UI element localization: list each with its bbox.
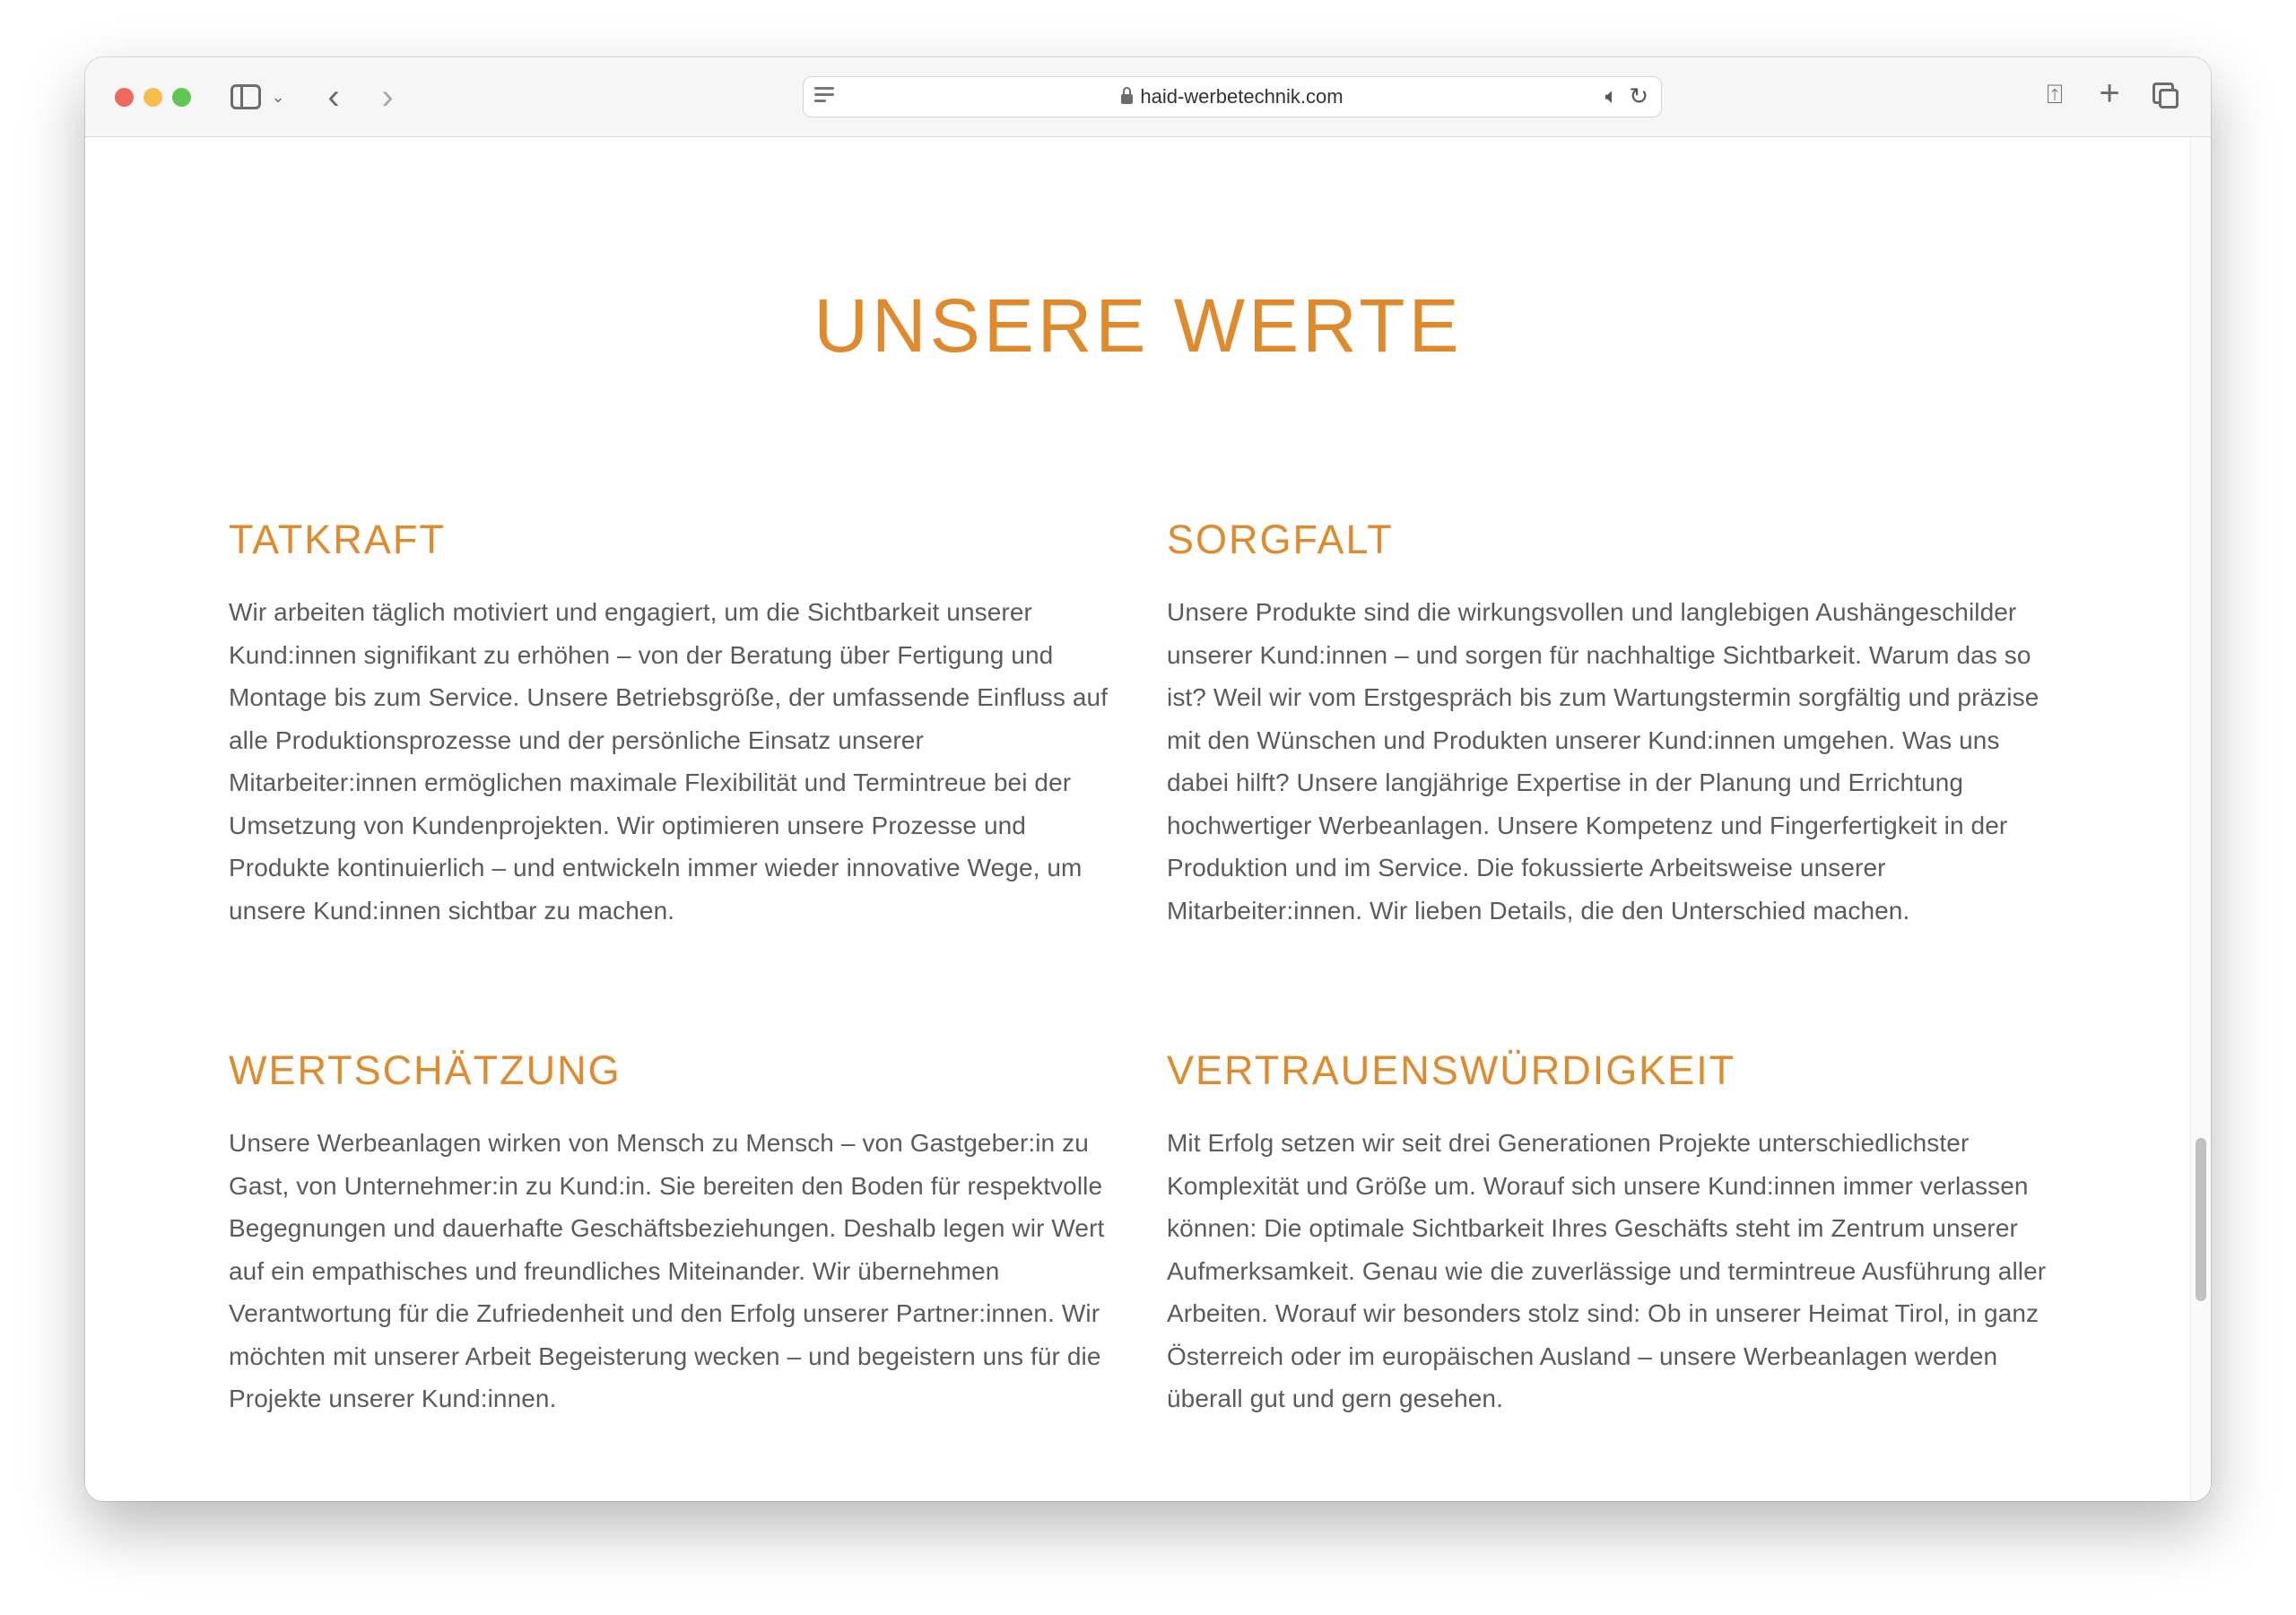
forward-icon[interactable]: › — [381, 77, 394, 117]
scrollbar[interactable] — [2190, 137, 2211, 1501]
value-text: Unsere Werbeanlagen wirken von Mensch zu Mensch – von Gastgeber:in zu Gast, von Unternehmer:in zu Kund:in. Sie bereiten den Boden für respektvolle Begegnungen und dauerhafte Geschäftsbeziehungen. Deshalb legen wir Wert auf ein empathisches und freundliches Miteinander. Wir übernehmen Verantwortung für die Zufriedenheit und den Erfolg unserer Partner:innen. Wir möchten mit unserer Arbeit Begeisterung wecken – und begeistern uns für die Projekte unserer Kund:innen. — [229, 1129, 1105, 1412]
value-title: TATKRAFT — [229, 517, 446, 562]
value-block-sorgfalt — [1167, 514, 2055, 932]
scrollbar-thumb[interactable] — [2196, 1138, 2206, 1301]
tabs-overview-icon[interactable] — [2152, 82, 2174, 104]
value-text: Wir arbeiten täglich motiviert und engagiert, um die Sichtbarkeit unserer Kund:innen signifikant zu erhöhen – von der Beratung über Fertigung und Montage bis zum Service. Unsere Betriebsgröße, der umfassende Einfluss auf alle Produktionsprozesse und der persönliche Einsatz unserer Mitarbeiter:innen ermöglichen maximale Flexibilität und Termintreue bei der Umsetzung von Kundenprojekten. Wir optimieren unsere Prozesse und Produkte kontinuierlich – und entwickeln immer wieder innovative Wege, um unsere Kund:innen sichtbar zu machen. — [229, 598, 1109, 925]
value-text: Unsere Produkte sind die wirkungsvollen und langlebigen Aushängeschilder unserer Kund:innen – und sorgen für nachhaltige Sichtbarkeit. Warum das so ist? Weil wir vom Erstgespräch bis zum Wartungstermin sorgfältig und präzise mit den Wünschen und Produkten unserer Kund:innen umgehen. Was uns dabei hilft? Unsere langjährige Expertise in der Planung und Errichtung hochwertiger Werbeanlagen. Unsere Kompetenz und Fingerfertigkeit in der Produktion und im Service. Die fokussierte Arbeitsweise unserer Mitarbeiter:innen. Wir lieben Details, die den Unterschied machen. — [1167, 598, 2039, 925]
lock-icon — [1121, 94, 1133, 104]
share-icon[interactable]: ⍐ — [2047, 80, 2063, 109]
zoom-window-button[interactable] — [172, 88, 191, 107]
reload-icon[interactable]: ↻ — [1629, 82, 1648, 109]
value-title: SORGFALT — [1167, 517, 1394, 562]
sidebar-icon[interactable] — [230, 84, 261, 109]
value-text: Mit Erfolg setzen wir seit drei Generationen Projekte unterschiedlichster Komplexität und Größe um. Worauf sich unsere Kund:innen immer verlassen können: Die optimale Sichtbarkeit Ihres Geschäfts steht im Zentrum unserer Aufmerksamkeit. Genau wie die zuverlässige und termintreue Ausführung aller Arbeiten. Worauf wir besonders stolz sind: Ob in unserer Heimat Tirol, in ganz Österreich oder im europäischen Ausland – unsere Werbeanlagen werden überall gut und gern gesehen. — [1167, 1129, 2047, 1412]
value-block-tatkraft — [229, 514, 1117, 932]
value-title: WERTSCHÄTZUNG — [229, 1047, 622, 1093]
close-window-button[interactable] — [115, 88, 134, 107]
browser-toolbar — [85, 57, 2211, 137]
minimize-window-button[interactable] — [144, 88, 162, 107]
address-bar[interactable] — [803, 76, 1662, 117]
browser-window — [85, 57, 2211, 1501]
url-display[interactable] — [804, 77, 1661, 117]
page-content — [85, 137, 2211, 1501]
url-text: haid-werbetechnik.com — [1140, 85, 1344, 108]
value-block-wertschaetzung — [229, 1045, 1117, 1420]
speaker-icon[interactable]: 🔈︎ — [1605, 84, 1618, 109]
page-title: UNSERE WERTE — [813, 283, 1463, 368]
value-block-vertrauenswuerdigkeit — [1167, 1045, 2055, 1420]
new-tab-icon[interactable]: + — [2099, 73, 2120, 113]
value-title: VERTRAUENSWÜRDIGKEIT — [1167, 1047, 1736, 1093]
back-icon[interactable]: ‹ — [327, 77, 340, 117]
chevron-down-icon[interactable]: ⌄ — [271, 87, 285, 106]
